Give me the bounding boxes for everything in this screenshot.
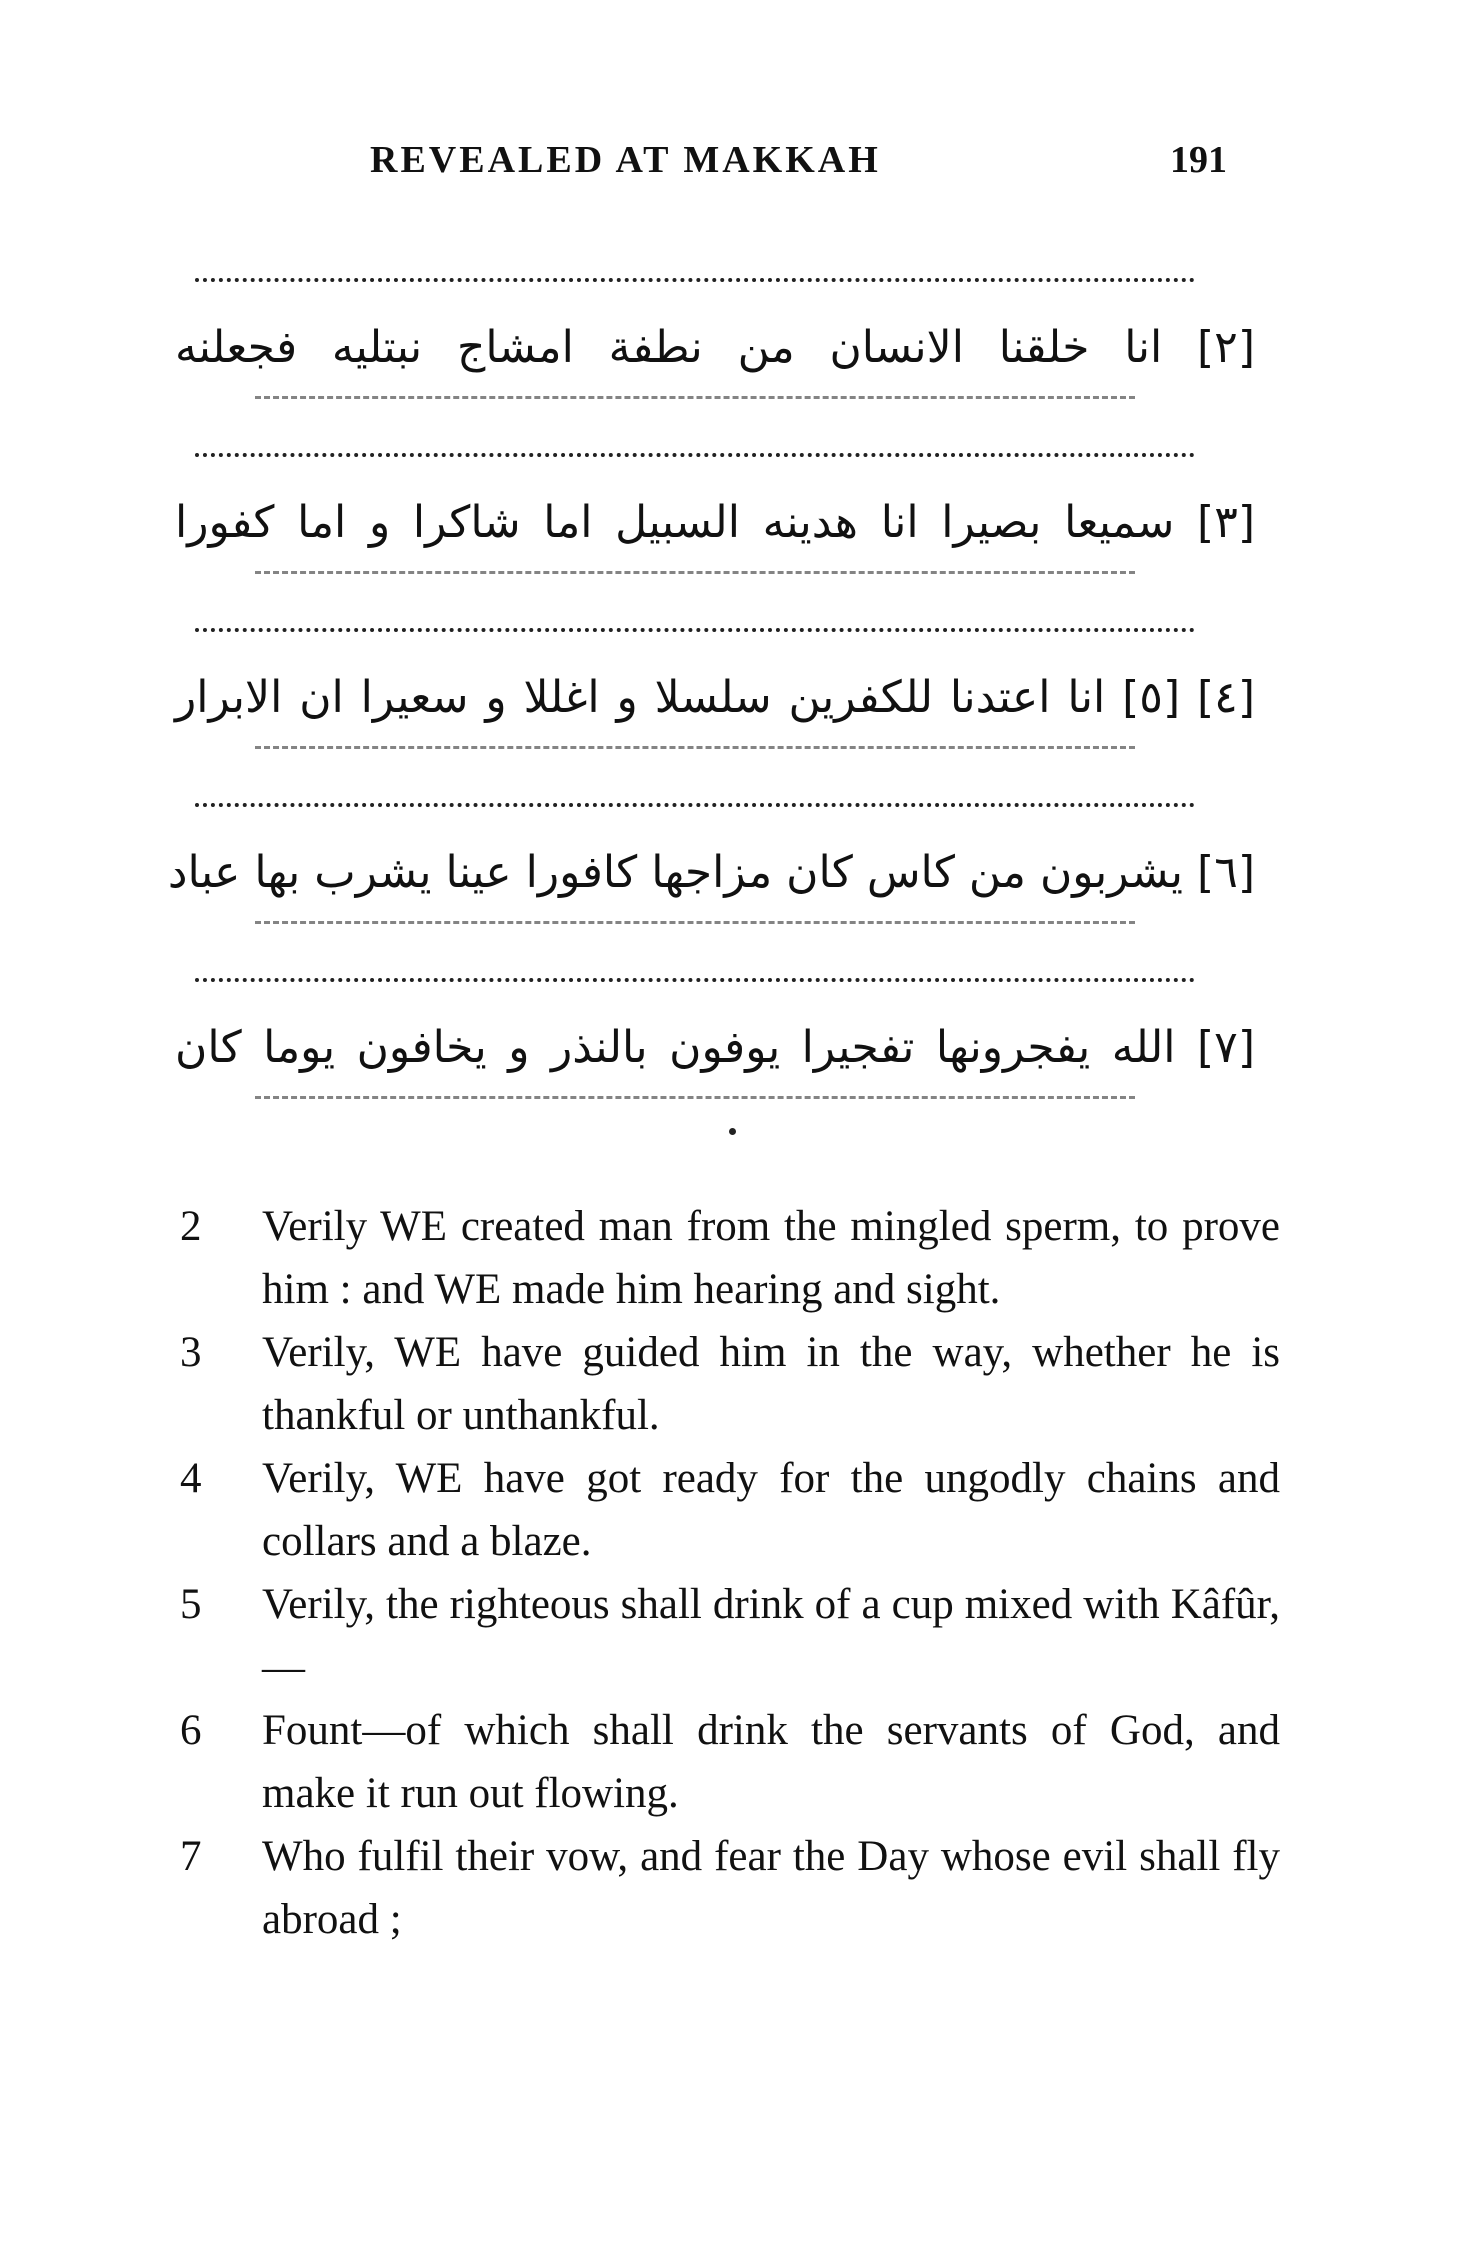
arabic-line-text: [٢] انا خلقنا الانسان من نطفة امشاج نبتليه فجعلنه <box>175 322 1255 373</box>
verse-text: Verily, WE have guided him in the way, whether he is thankful or unthankful. <box>262 1329 1280 1439</box>
diacritics-marks <box>195 278 1195 282</box>
arabic-line <box>175 268 1255 443</box>
verse-number: 5 <box>180 1581 202 1628</box>
section-divider-dot <box>729 1128 736 1135</box>
verse <box>180 1447 1280 1573</box>
english-translation <box>180 1195 1280 1951</box>
verse-text: Who fulfil their vow, and fear the Day whose evil shall fly abroad ; <box>262 1833 1280 1943</box>
verse <box>180 1321 1280 1447</box>
arabic-line-text: [٣] سميعا بصيرا انا هدينه السبيل اما شاكرا و اما كفورا <box>175 497 1255 548</box>
verse-text: Verily WE created man from the mingled sperm, to prove him : and WE made him hearing and sight. <box>262 1203 1280 1313</box>
running-title: REVEALED AT MAKKAH <box>370 139 881 181</box>
diacritics-marks <box>195 803 1195 807</box>
arabic-line <box>175 443 1255 618</box>
diacritics-marks <box>195 628 1195 632</box>
diacritics-marks <box>255 396 1135 399</box>
diacritics-marks <box>195 453 1195 457</box>
verse-number: 3 <box>180 1329 202 1376</box>
verse-number: 6 <box>180 1707 202 1754</box>
diacritics-marks <box>255 1096 1135 1099</box>
arabic-text-block <box>167 268 1255 1143</box>
arabic-line-text: [٧] الله يفجرونها تفجيرا يوفون بالنذر و يخافون يوما كان <box>175 1022 1255 1073</box>
verse-number: 4 <box>180 1455 202 1502</box>
page-number: 191 <box>1170 139 1227 181</box>
verse-text: Verily, the righteous shall drink of a cup mixed with Kâfûr,— <box>262 1581 1280 1691</box>
verse-text: Verily, WE have got ready for the ungodly chains and collars and a blaze. <box>262 1455 1280 1565</box>
diacritics-marks <box>255 746 1135 749</box>
diacritics-marks <box>255 921 1135 924</box>
verse <box>180 1573 1280 1699</box>
arabic-line <box>167 793 1255 968</box>
arabic-line-text: [٤] [٥] انا اعتدنا للكفرين سلسلا و اغللا و سعيرا ان الابرار <box>175 672 1255 723</box>
diacritics-marks <box>195 978 1195 982</box>
arabic-line-text: [٦] يشربون من كاس كان مزاجها كافورا عينا يشرب بها عباد <box>167 847 1255 898</box>
page-header <box>0 138 1470 198</box>
verse-number: 7 <box>180 1833 202 1880</box>
arabic-line <box>175 618 1255 793</box>
verse-text: Fount—of which shall drink the servants of God, and make it run out flowing. <box>262 1707 1280 1817</box>
verse <box>180 1699 1280 1825</box>
diacritics-marks <box>255 571 1135 574</box>
verse <box>180 1195 1280 1321</box>
verse-number: 2 <box>180 1203 202 1250</box>
verse <box>180 1825 1280 1951</box>
arabic-line <box>175 968 1255 1143</box>
